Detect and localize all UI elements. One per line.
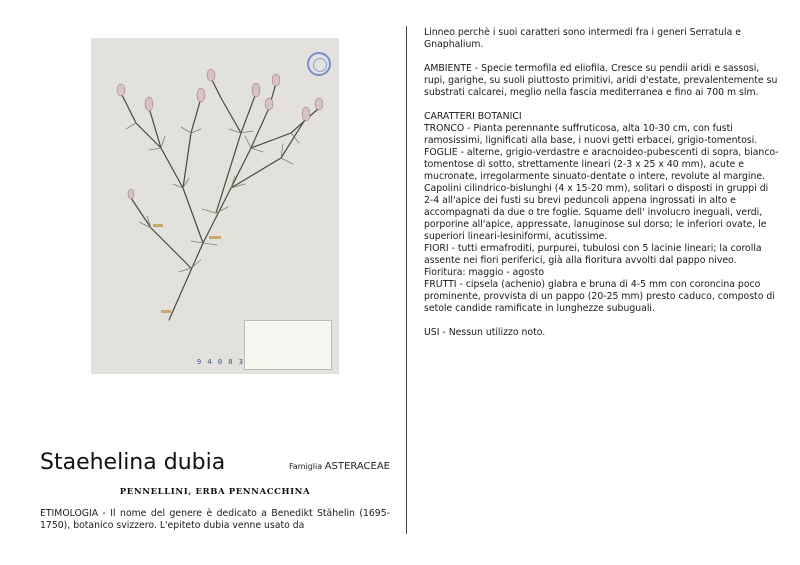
specimen-number: 9 4 0 8 3: [197, 358, 244, 366]
usi-paragraph: USI - Nessun utilizzo noto.: [424, 327, 546, 338]
family-label: [289, 461, 390, 472]
family-prefix: Famiglia: [288, 462, 325, 471]
ambiente-paragraph: AMBIENTE - Specie termofila ed eliofila. Cresce su pendii aridi e sassosi, rupi, garighe, su suoli piuttosto primitivi, aridi d'estate, prevalentemente su substrati calcarei, meglio nella fascia mediterranea e fino ai 700 m slm.: [424, 63, 778, 98]
specimen-label-card: [244, 320, 332, 370]
etimologia-continuation: Linneo perchè i suoi caratteri sono intermedi fra i generi Serratula e Gnaphalium.: [424, 27, 741, 50]
caratteri-heading: CARATTERI BOTANICI: [424, 111, 522, 122]
description-column: [424, 27, 780, 339]
capolini-paragraph: Capolini cilindrico-bislunghi (4 x 15-20 mm), solitari o disposti in gruppi di 2-4 all'apice dei fusti su brevi peduncoli appena ingrossati in alto e accompagnati da due o tre foglie. Squame dell' involucro ineguali, verdi, porporine all'apice, appressate, lanuginose sul dorso; le inferiori ovate, le superiori lineari-lesiniformi, acutissime.: [424, 183, 769, 242]
frutti-paragraph: FRUTTI - cipsela (achenio) glabra e bruna di 4-5 mm con coroncina poco prominente, provvista di un pappo (20-25 mm) presto caduco, composto di setole candide ramificate in lunghezze subuguali.: [424, 279, 775, 314]
fiori-paragraph: FIORI - tutti ermafroditi, purpurei, tubulosi con 5 lacinie lineari; la corolla assente nei fiori periferici, già alla fioritura avvolti dal pappo niveo. Fioritura: maggio - agosto: [424, 243, 762, 278]
family-name: ASTERACEAE: [324, 461, 390, 472]
species-title: Staehelina dubia: [40, 450, 226, 475]
herbarium-stamp: [307, 52, 331, 76]
title-row: [40, 448, 390, 478]
etimologia-paragraph: ETIMOLOGIA - Il nome del genere è dedicato a Benedikt Stähelin (1695-1750), botanico svizzero. L'epiteto dubia venne usato da: [40, 508, 390, 531]
column-divider: [406, 26, 407, 534]
tronco-paragraph: TRONCO - Pianta perennante suffruticosa, alta 10-30 cm, con fusti ramosissimi, lignificati alla base, i nuovi getti erbacei, grigio-tomentosi.: [424, 123, 758, 146]
herbarium-specimen-photo: [91, 38, 339, 374]
common-names: PENNELLINI, ERBA PENNACCHINA: [119, 487, 311, 497]
foglie-paragraph: FOGLIE - alterne, grigio-verdastre e aracnoideo-pubescenti di sopra, bianco-tomentose di sotto, strettamente lineari (2-3 x 25 x 40 mm), acute e mucronate, irregolarmente sinuato-dentate o intere, revolute al margine.: [424, 147, 779, 182]
